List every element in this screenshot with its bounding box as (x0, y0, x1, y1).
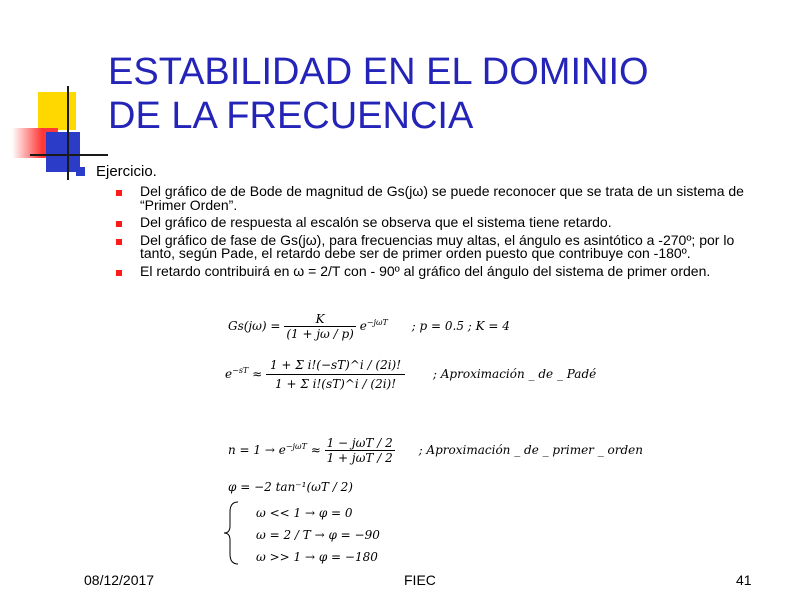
bullet-text: Del gráfico de respuesta al escalón se observa que el sistema tiene retardo. (140, 214, 612, 230)
slide-content (96, 163, 776, 282)
eq2-lhs-exponent: −sT (232, 366, 249, 375)
eq3-approx: ≈ (310, 443, 321, 457)
eq3-exponent: −jωT (285, 442, 307, 451)
eq2-label: ; Aproximación _ de _ Padé (432, 367, 597, 381)
equation-first-order (228, 436, 643, 465)
deco-blue-square (46, 132, 80, 172)
bullet-item (96, 262, 770, 279)
cases-list (256, 502, 380, 568)
eq1-numerator: K (315, 312, 325, 326)
case-corner-frequency: ω = 2 / T → φ = −90 (256, 528, 380, 542)
bullet-square-icon (76, 167, 85, 176)
bullet-text: Del gráfico de fase de Gs(jω), para frecuencias muy altas, el ángulo es asintótico a -270º; por lo tanto, según Pade, el retardo debe ser de primer orden puesto que contribuye con -180º. (140, 231, 735, 261)
eq2-fraction (266, 356, 405, 393)
title-line-2: DE LA FRECUENCIA (108, 95, 474, 137)
eq1-exponential: e (359, 319, 367, 333)
exercise-heading-text: Ejercicio. (96, 163, 157, 180)
equation-phase (228, 480, 353, 494)
bullet-text: El retardo contribuirá en ω = 2/T con - 90º al gráfico del ángulo del sistema de primer orden. (140, 262, 711, 279)
eq2-lhs: e (225, 367, 233, 381)
equation-pade (225, 356, 596, 393)
eq2-numerator: 1 + Σ i!(−sT)^i / (2i)! (269, 358, 402, 372)
bullet-item (96, 216, 770, 230)
eq3-fraction (325, 436, 395, 465)
eq1-parameters: ; p = 0.5 ; K = 4 (411, 319, 510, 333)
bullet-icon (116, 221, 122, 227)
eq1-exponent: −jωT (366, 318, 388, 327)
slide-title (108, 50, 768, 138)
footer-center: FIEC (404, 572, 436, 588)
cases-brace-icon (222, 500, 244, 566)
bullet-icon (116, 270, 122, 276)
eq2-approx: ≈ (252, 367, 263, 381)
eq3-lhs: n = 1 → e (228, 443, 286, 457)
deco-vertical-line (67, 86, 69, 180)
eq4-text: φ = −2 tan⁻¹(ωT / 2) (228, 480, 353, 494)
eq3-numerator: 1 − jωT / 2 (326, 436, 393, 450)
bullet-icon (116, 190, 122, 196)
bullet-icon (116, 239, 122, 245)
equation-transfer-function (228, 312, 510, 341)
case-low-frequency: ω << 1 → φ = 0 (256, 506, 353, 520)
bullet-item (96, 231, 770, 261)
bullet-list (96, 185, 776, 278)
title-line-1: ESTABILIDAD EN EL DOMINIO (108, 51, 649, 93)
deco-horizontal-line (30, 154, 108, 156)
bullet-item (96, 185, 770, 212)
deco-yellow-square (38, 92, 76, 130)
footer-page-number: 41 (736, 572, 752, 588)
eq2-denominator: 1 + Σ i!(sT)^i / (2i)! (266, 374, 405, 393)
case-high-frequency: ω >> 1 → φ = −180 (256, 550, 378, 564)
eq3-denominator: 1 + jωT / 2 (326, 451, 393, 465)
eq1-fraction (284, 312, 356, 341)
eq1-denominator: (1 + jω / p) (286, 327, 354, 341)
eq1-lhs: Gs(jω) = (228, 319, 281, 333)
exercise-heading (96, 163, 776, 181)
bullet-text: Del gráfico de de Bode de magnitud de Gs(jω) se puede reconocer que se trata de un sistema de “Primer Orden”. (140, 183, 744, 213)
footer-date: 08/12/2017 (84, 572, 155, 588)
eq3-label: ; Aproximación _ de _ primer _ orden (418, 443, 644, 457)
